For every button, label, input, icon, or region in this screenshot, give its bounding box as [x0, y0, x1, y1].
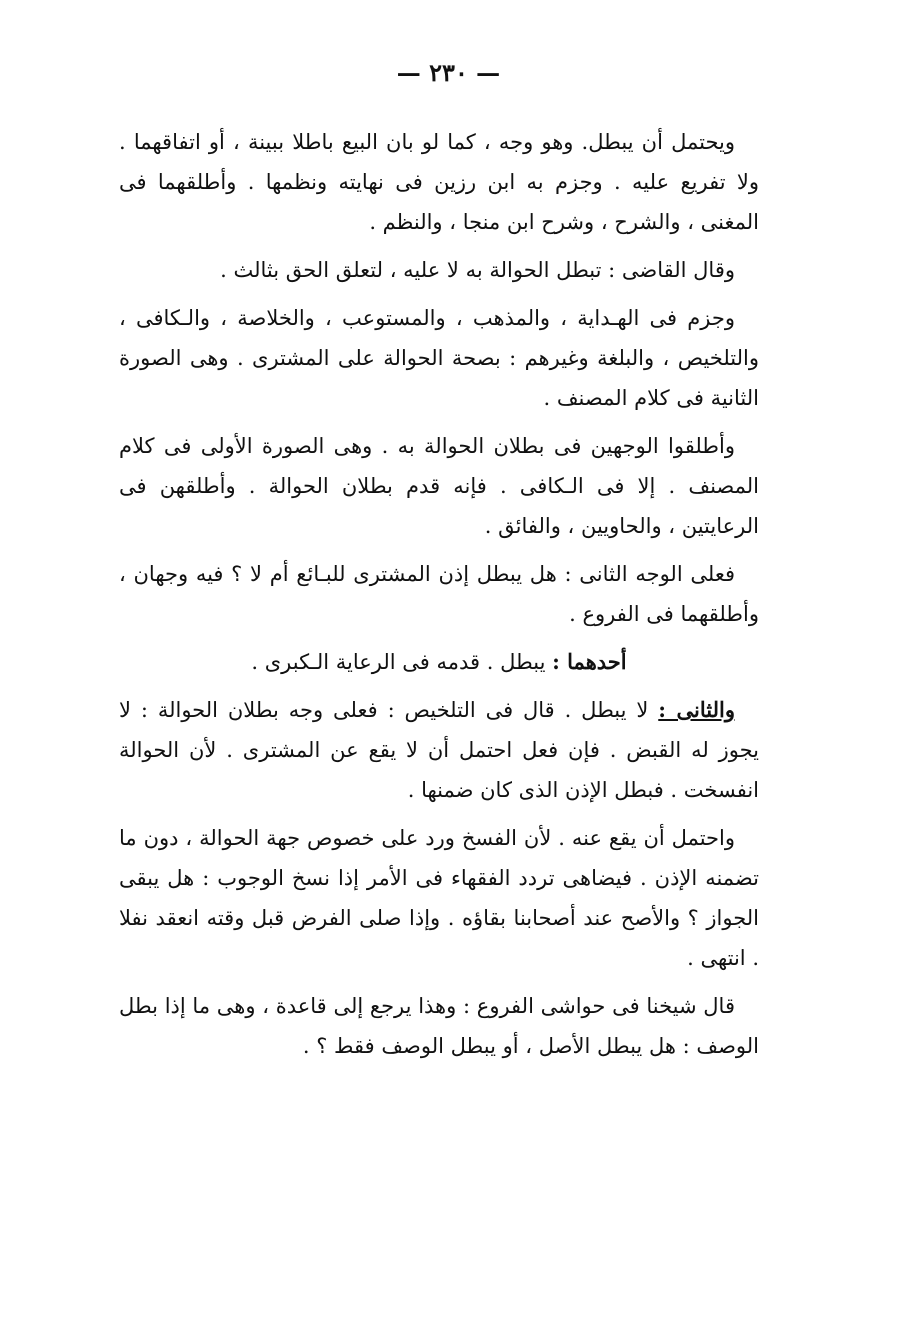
paragraph-text: لا يبطل . قال فى التلخيص : فعلى وجه بطلان الحوالة : لا يجوز له القبض . فإن فعل احتمل أن لا يقع عن المشترى . لأن الحوالة انفسخت . فبطل الإذن الذى كان ضمنها . — [119, 698, 759, 802]
paragraph-text: قال شيخنا فى حواشى الفروع : وهذا يرجع إلى قاعدة ، وهى ما إذا بطل الوصف : هل يبطل الأصل ، أو يبطل الوصف فقط ؟ . — [119, 994, 759, 1058]
paragraph-text: واحتمل أن يقع عنه . لأن الفسخ ورد على خصوص جهة الحوالة ، دون ما تضمنه الإذن . فيضاهى تردد الفقهاء فى الأمر إذا نسخ الوجوب : هل يبقى الجواز ؟ والأصح عند أصحابنا بقاؤه . وإذا صلى الفرض قبل وقته انعقد نفلا . انتهى . — [119, 826, 759, 970]
paragraph — [119, 426, 759, 546]
body-text — [119, 122, 759, 1066]
paragraph-text: فعلى الوجه الثانى : هل يبطل إذن المشترى للبـائع أم لا ؟ فيه وجهان ، وأطلقهما فى الفروع . — [119, 562, 759, 626]
paragraph-text: وقال القاضى : تبطل الحوالة به لا عليه ، لتعلق الحق بثالث . — [220, 258, 735, 282]
paragraph-text: ويحتمل أن يبطل. وهو وجه ، كما لو بان البيع باطلا ببينة ، أو اتفاقهما . ولا تفريع عليه . وجزم به ابن رزين فى نهايته ونظمها . وأطلقهما فى المغنى ، والشرح ، وشرح ابن منجا ، والنظم . — [119, 130, 759, 234]
paragraph — [119, 986, 759, 1066]
paragraph — [119, 690, 759, 810]
paragraph — [119, 122, 759, 242]
page-number: — ٢٣٠ — — [396, 58, 501, 87]
paragraph-text: يبطل . قدمه فى الرعاية الـكبرى . — [251, 650, 553, 674]
paragraph-text: وجزم فى الهـداية ، والمذهب ، والمستوعب ، والخلاصة ، والـكافى ، والتلخيص ، والبلغة وغيرهم : بصحة الحوالة على المشترى . وهى الصورة الثانية فى كلام المصنف . — [119, 306, 759, 410]
paragraph — [119, 250, 759, 290]
paragraph-lead: والثانى : — [658, 697, 735, 722]
paragraph — [119, 642, 759, 682]
paragraph-lead: أحدهما : — [552, 649, 627, 674]
paragraph — [119, 298, 759, 418]
paragraph — [119, 818, 759, 978]
paragraph — [119, 554, 759, 634]
paragraph-text: وأطلقوا الوجهين فى بطلان الحوالة به . وهى الصورة الأولى فى كلام المصنف . إلا فى الـكافى . فإنه قدم بطلان الحوالة . وأطلقهن فى الرعايتين ، والحاويين ، والفائق . — [119, 434, 759, 538]
